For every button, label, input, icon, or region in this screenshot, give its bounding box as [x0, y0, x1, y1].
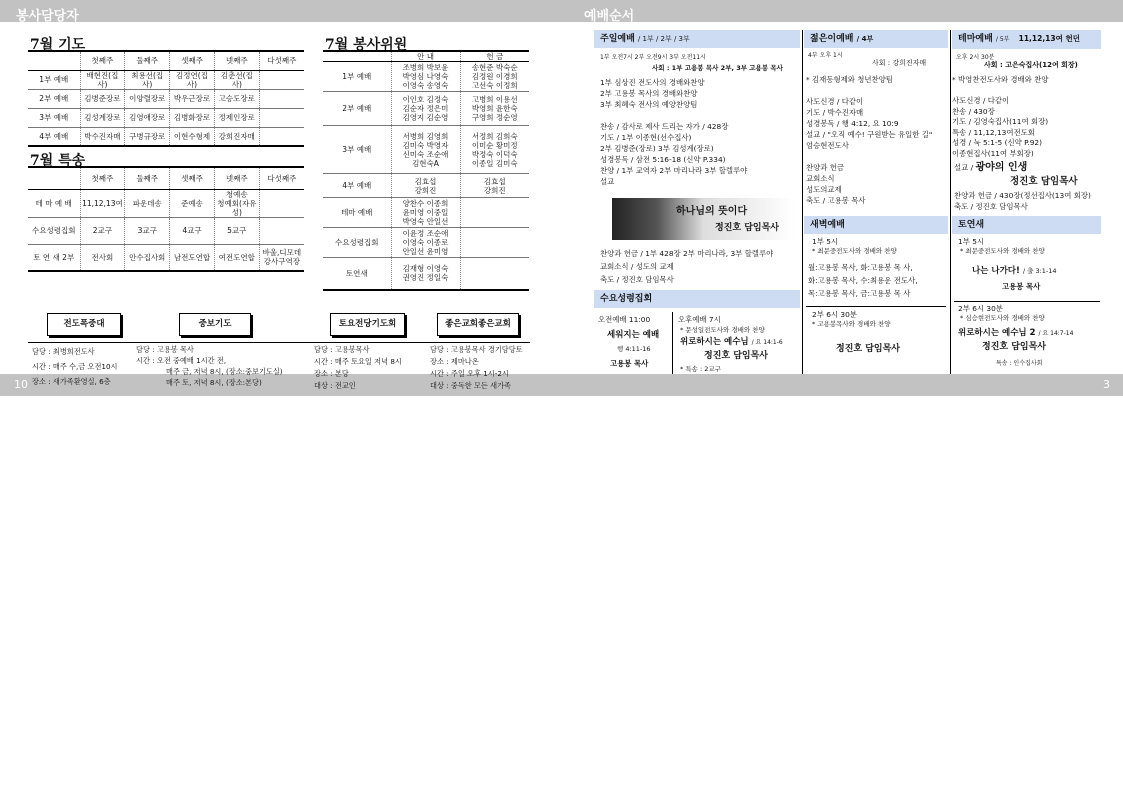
sunday-order-line: 성경봉독 / 삼전 5:16-18 (신약 P.334)	[600, 155, 726, 164]
saturday-title: 토연새	[958, 220, 985, 230]
young-order-line: 설교 / "오직 예수! 구원받는 유일한 길"	[806, 130, 933, 139]
prayer-cell: 김영애장로	[125, 108, 170, 127]
young-adult-header	[804, 30, 948, 48]
service-committee-table	[323, 50, 529, 291]
dawn-first-note: * 최문중전도사와 경배와 찬양	[812, 247, 897, 255]
theme-order	[952, 74, 1048, 158]
prayer-corner	[28, 51, 80, 70]
info-line: 시간 : 주일 오후 1시-2시	[430, 369, 509, 378]
evangelism-team-button[interactable]: 전도폭중대	[47, 313, 121, 336]
special-cell: 11,12,13여	[80, 189, 125, 217]
prayer-column-header: 첫째주	[80, 51, 125, 70]
top-band	[0, 0, 1123, 22]
prayer-row	[28, 70, 304, 89]
wednesday-morning-time: 오전예배 11:00	[598, 315, 651, 324]
service-guide-cell: 김재형 이영숙 권영진 정일숙	[391, 258, 460, 290]
dawn-second-time: 2부 6시 30분	[812, 310, 857, 319]
service-offering-cell: 송현준 박숙순 김정원 이경희 고선숙 이정희	[460, 62, 529, 92]
service-corner	[323, 51, 391, 62]
special-row	[28, 244, 304, 271]
service-guide-cell: 김효섭 강희진	[391, 174, 460, 198]
young-order-line: * 김재동형제와 청년찬양팀	[806, 75, 893, 84]
special-cell: 바울,디모데 강사구역장	[259, 244, 304, 271]
prayer-cell: 정제인장로	[214, 108, 259, 127]
prayer-table	[28, 50, 304, 147]
info-block-4	[430, 344, 540, 396]
saturday-second-preacher: 정진호 담임목사	[982, 342, 1046, 352]
special-column-header: 다섯째주	[259, 167, 304, 189]
prayer-cell: 김춘선(집사)	[214, 70, 259, 89]
theme-title-sub: / 5부	[995, 36, 1010, 43]
sunday-order-line	[600, 110, 747, 121]
info-line: 장소 : 새가족환영실, 6층	[32, 377, 111, 386]
prayer-cell: 김병준장로	[80, 89, 125, 108]
wednesday-divider	[672, 312, 673, 374]
sunday-after	[600, 248, 773, 287]
prayer-cell	[259, 89, 304, 108]
special-song-table	[28, 166, 304, 272]
wednesday-evening-note: * 문성일전도사와 경배와 찬양	[680, 326, 765, 334]
dawn-second-note: * 고용봉목사와 경배와 찬양	[812, 320, 891, 328]
saturday-second-title-row	[958, 328, 1073, 339]
right-section-label: 예배순서	[584, 9, 635, 24]
prayer-cell	[259, 127, 304, 146]
special-cell	[259, 189, 304, 217]
theme-leader: 사회 : 고은숙집사(12여 회장)	[984, 61, 1078, 69]
special-column-header: 첫째주	[80, 167, 125, 189]
info-line: 장소 : 제마나온	[430, 357, 479, 366]
young-order-line: 성도의교제	[806, 185, 842, 194]
dawn-first-time: 1부 5시	[812, 237, 839, 246]
wednesday-morning-title: 세워지는 예배	[607, 330, 660, 340]
special-row-label: 수요성령집회	[28, 217, 80, 244]
info-line: 대상 : 전교인	[314, 381, 356, 390]
prayer-cell: 고승도장로	[214, 89, 259, 108]
special-cell: 남전도연합	[170, 244, 215, 271]
young-order-line: 기도 / 박수진자매	[806, 108, 864, 117]
prayer-cell: 배현진(집사)	[80, 70, 125, 89]
service-guide-cell: 이윤정 조순애 이영숙 이종로 안일선 윤미영	[391, 228, 460, 258]
saturday-first-title: 나는 나가다!	[972, 266, 1020, 276]
service-row	[323, 258, 529, 290]
prayer-cell: 김성계장로	[80, 108, 125, 127]
prayer-row-label: 3부 예배	[28, 108, 80, 127]
prayer-cell: 박수진자매	[80, 127, 125, 146]
young-order-line	[806, 151, 932, 162]
dawn-preacher: 정진호 담임목사	[836, 344, 900, 354]
saturday-divider	[954, 301, 1100, 302]
service-title: 7월 봉사위원	[325, 37, 408, 53]
right-page-number: 3	[1103, 378, 1110, 391]
service-row-label: 3부 예배	[323, 126, 391, 174]
special-cell: 준예송	[170, 189, 215, 217]
special-title: 7월 특송	[30, 153, 86, 169]
saturday-first-note: * 최문중전도사와 경배와 찬양	[960, 247, 1045, 255]
special-cell: 여전도연합	[214, 244, 259, 271]
special-cell: 파운데송	[125, 189, 170, 217]
young-time: 4부 오후 1시	[808, 52, 843, 59]
service-row	[323, 92, 529, 126]
sunday-order-line: 설교	[600, 177, 615, 186]
service-guide-cell: 조병희 박보윤 박영심 나영숙 이영숙 송영숙	[391, 62, 460, 92]
young-order-line: 성경봉독 / 행 4:12, 요 10:9	[806, 119, 899, 128]
prayer-cell	[259, 108, 304, 127]
sunday-title: 주일예배	[600, 34, 635, 44]
service-row	[323, 174, 529, 198]
service-row	[323, 62, 529, 92]
special-cell: 안수집사회	[125, 244, 170, 271]
service-row	[323, 126, 529, 174]
service-row-label: 수요성령집회	[323, 228, 391, 258]
info-line: 장소 : 본당	[314, 369, 349, 378]
special-cell	[259, 217, 304, 244]
prayer-row-label: 1부 예배	[28, 70, 80, 89]
sunday-sermon-title: 하나님의 뜻이다	[676, 206, 748, 217]
service-row	[323, 198, 529, 228]
theme-order-line: 기도 / 김영숙집사(11여 회장)	[952, 117, 1049, 126]
theme-order-line: * 박영찬전도사와 경배와 찬양	[952, 75, 1049, 84]
prayer-cell: 박우근장로	[170, 89, 215, 108]
prayer-row	[28, 127, 304, 146]
theme-title-right: 11,12,13여 헌던	[1018, 34, 1080, 43]
prayer-row	[28, 108, 304, 127]
good-church-button[interactable]: 좋은교회좋은교회	[437, 313, 519, 336]
theme-order-line: 이종현집사(11여 부회장)	[952, 148, 1034, 158]
service-offering-cell: 김효섭 강희진	[460, 174, 529, 198]
service-column-header: 헌 금	[460, 51, 529, 62]
info-line: 매주 토, 저녁 8시, (장소:본당)	[166, 378, 262, 387]
service-offering-cell	[460, 198, 529, 228]
dawn-divider	[806, 306, 946, 307]
prayer-column-header: 둘째주	[125, 51, 170, 70]
theme-order-line: 찬송 / 430장	[952, 106, 995, 116]
info-line: 시간 : 오전 중예배 1시간 전,	[136, 356, 227, 365]
wednesday-evening-title: 위로하시는 예수님	[680, 337, 749, 347]
young-order-line: 교회소식	[806, 174, 835, 183]
service-offering-cell	[460, 258, 529, 290]
service-row-label: 테마 예배	[323, 198, 391, 228]
sunday-order-line: 찬송 / 감사로 제사 드리는 자가 / 428장	[600, 122, 729, 131]
sunday-times: 1부 오전7시 2부 오전9시 3부 오전11시	[600, 54, 706, 61]
prayer-cell: 김병화장로	[170, 108, 215, 127]
theme-time: 오후 2시 30분	[956, 54, 995, 61]
sunday-leaders: 사회 : 1부 고용봉 목사 2부, 3부 고용봉 목사	[652, 64, 783, 72]
right-page	[562, 22, 1123, 374]
theme-after-line: 찬양과 헌금 / 430장(정선집사(13여 회장)	[954, 191, 1091, 200]
prayer-cell: 최용선(집사)	[125, 70, 170, 89]
theme-title: 테마예배	[958, 34, 993, 44]
prayer-cell: 강희진자매	[214, 127, 259, 146]
service-guide-cell: 서병희 김영희 김미숙 박영자 신미숙 조순애 김현숙A	[391, 126, 460, 174]
left-section-label: 봉사담당자	[16, 9, 79, 24]
left-page-number: 10	[14, 378, 28, 391]
sunday-order	[600, 77, 747, 187]
special-cell: 전사회	[80, 244, 125, 271]
special-cell: 청예송 청예회(자유성)	[214, 189, 259, 217]
theme-preacher: 정진호 담임목사	[1010, 176, 1078, 187]
young-title-sub: / 4부	[856, 35, 874, 43]
sunday-order-line: 기도 / 1부 이종현(선수집사)	[600, 133, 692, 142]
service-row-label: 4부 예배	[323, 174, 391, 198]
special-cell: 4교구	[170, 217, 215, 244]
service-row-label: 1부 예배	[323, 62, 391, 92]
service-offering-cell	[460, 228, 529, 258]
service-row-label: 토연새	[323, 258, 391, 290]
info-line: 담당 : 고용봉 목사	[136, 345, 194, 354]
prayer-cell: 김정연(집사)	[170, 70, 215, 89]
prayer-cell: 구병규장로	[125, 127, 170, 146]
young-order-line: 찬양과 헌금	[806, 163, 845, 172]
young-title: 젊은이예배	[810, 34, 854, 44]
service-header-row	[323, 51, 529, 62]
info-line: 담당 : 고용봉목사 경기담당토	[430, 345, 523, 354]
prayer-column-header: 넷째주	[214, 51, 259, 70]
special-column-header: 넷째주	[214, 167, 259, 189]
saturday-second-title: 위로하시는 예수님 2	[958, 328, 1036, 338]
theme-after-line: 축도 / 정진호 담임목사	[954, 202, 1028, 211]
sunday-preacher: 정진호 담임목사	[715, 223, 779, 233]
sunday-title-sub: / 1부 / 2부 / 3부	[637, 35, 690, 43]
special-row-label: 토 연 새 2부	[28, 244, 80, 271]
prayer-row-label: 2부 예배	[28, 89, 80, 108]
special-cell: 2교구	[80, 217, 125, 244]
special-header-row	[28, 167, 304, 189]
saturday-first-preacher: 고용봉 목사	[1002, 282, 1041, 291]
service-row-label: 2부 예배	[323, 92, 391, 126]
left-page	[0, 22, 561, 390]
prayer-row	[28, 89, 304, 108]
prayer-column-header: 다섯째주	[259, 51, 304, 70]
sunday-order-line: 찬양 / 1부 교역자 2부 마리나라 3부 할렐루야	[600, 166, 748, 175]
young-order	[806, 74, 932, 206]
service-offering-cell: 서정희 김희숙 이미순 황미정 박정숙 이덕숙 이종일 김미숙	[460, 126, 529, 174]
intercessory-prayer-button[interactable]: 중보기도	[179, 313, 251, 336]
wednesday-evening-preacher: 정진호 담임목사	[704, 351, 768, 361]
theme-sermon-title: 광야의 인생	[975, 162, 1028, 173]
dawn-header	[804, 216, 948, 234]
info-line: 시간 : 매주 수,금 오전10시	[32, 362, 118, 371]
prayer-header-row	[28, 51, 304, 70]
prayer-cell: 이양렬장로	[125, 89, 170, 108]
service-guide-cell: 이인호 김정숙 김순자 정은미 김영지 김순영	[391, 92, 460, 126]
info-line: 시간 : 매주 토요일 저녁 8시	[314, 357, 402, 366]
prayer-cell	[259, 70, 304, 89]
theme-header	[952, 30, 1101, 49]
prayer-column-header: 셋째주	[170, 51, 215, 70]
wednesday-header	[594, 290, 800, 308]
column-divider-1	[802, 30, 803, 374]
theme-order-line: 사도신경 / 다같이	[952, 96, 1010, 105]
info-line: 대상 : 중독한 모든 새가족	[430, 381, 511, 390]
special-column-header: 셋째주	[170, 167, 215, 189]
special-row	[28, 217, 304, 244]
sunday-after-line: 찬양과 헌금 / 1부 428장 2부 마리나라, 3부 할렐루야	[600, 249, 774, 258]
special-corner	[28, 167, 80, 189]
dawn-title: 새벽예배	[810, 220, 845, 230]
wednesday-morning-preacher: 고용봉 목사	[610, 359, 649, 368]
dawn-rota-line: 목:고용봉 목사, 금:고용봉 목 사	[808, 289, 911, 298]
saturday-second-time: 2부 6시 30분	[958, 304, 1003, 313]
theme-order-line: 특송 / 11,12,13여전도회	[952, 127, 1035, 137]
service-guide-cell: 양찬수 이종희 윤미영 이중일 박영숙 안일선	[391, 198, 460, 228]
info-line: 매주 금, 저녁 8시, (장소:중보기도실)	[166, 367, 283, 376]
theme-order-line: 성경 / 눅 5:1-5 (신약 P.92)	[952, 138, 1043, 147]
saturday-second-verse: / 요 14:7-14	[1038, 330, 1074, 337]
dawn-rota	[808, 262, 918, 301]
sunday-order-line: 2부 고용봉 목사의 경배와찬양	[600, 89, 698, 98]
saturday-prayer-button[interactable]: 토요전당기도회	[330, 313, 405, 336]
info-divider	[28, 342, 530, 343]
wednesday-title: 수요성령집회	[600, 294, 653, 304]
dawn-rota-line: 화:고용봉 목사, 수:최용운 전도사,	[808, 276, 918, 285]
service-row	[323, 228, 529, 258]
young-leader: 사회 : 강희진자매	[872, 59, 927, 67]
sunday-after-line: 축도 / 정진호 담임목사	[600, 275, 674, 284]
young-order-line: 엄승현전도사	[806, 141, 849, 150]
saturday-first-title-row	[972, 266, 1057, 277]
theme-order-line	[952, 85, 1048, 96]
theme-sermon-row	[954, 162, 1027, 173]
service-offering-cell: 고병희 이용선 박영희 윤한숙 구영희 정순영	[460, 92, 529, 126]
prayer-cell: 이현수형제	[170, 127, 215, 146]
wednesday-special-song: * 특송 : 2교구	[680, 365, 721, 373]
special-column-header: 둘째주	[125, 167, 170, 189]
saturday-second-note: * 심승현전도사와 경배와 찬양	[960, 314, 1045, 322]
special-cell: 5교구	[214, 217, 259, 244]
young-order-line: 사도신경 / 다같이	[806, 97, 864, 106]
dawn-rota-line: 월:고용봉 목사, 화:고용봉 목 사,	[808, 263, 913, 272]
saturday-first-verse: / 출 3:1-14	[1022, 267, 1057, 275]
theme-sermon-label: 설교 /	[954, 163, 974, 172]
wednesday-evening-verse: / 요 14:1-6	[751, 339, 783, 346]
wednesday-morning-verse: 행 4:11-16	[617, 345, 651, 353]
wednesday-evening-title-row	[680, 337, 783, 348]
sunday-order-line: 3부 최혜숙 전사의 예양찬양팀	[600, 100, 698, 109]
info-block-1	[32, 344, 132, 396]
sunday-order-line: 2부 김병준(장로) 3부 김성계(장로)	[600, 144, 714, 153]
special-row	[28, 189, 304, 217]
sunday-order-line: 1부 심상진 전도사의 경배와찬양	[600, 78, 705, 87]
info-line: 담당 : 고용봉목사	[314, 345, 370, 354]
saturday-special-song: 특송 : 인수집사회	[996, 360, 1043, 367]
young-order-line: 축도 / 고용봉 목사	[806, 196, 866, 205]
info-block-2	[136, 344, 311, 396]
sunday-service-header	[594, 30, 800, 48]
theme-after	[954, 190, 1091, 212]
service-column-header: 안 내	[391, 51, 460, 62]
sunday-after-line: 교회소식 / 성도의 교제	[600, 262, 674, 271]
prayer-title: 7월 기도	[30, 37, 86, 53]
saturday-header	[952, 216, 1101, 234]
special-cell: 3교구	[125, 217, 170, 244]
special-row-label: 테 마 예 배	[28, 189, 80, 217]
info-block-3	[314, 344, 424, 396]
prayer-row-label: 4부 예배	[28, 127, 80, 146]
wednesday-evening-time: 오후예배 7시	[678, 315, 721, 324]
column-divider-2	[950, 30, 951, 374]
info-line: 담당 : 최병희전도사	[32, 347, 95, 356]
young-order-line	[806, 85, 932, 96]
saturday-first-time: 1부 5시	[958, 237, 985, 246]
